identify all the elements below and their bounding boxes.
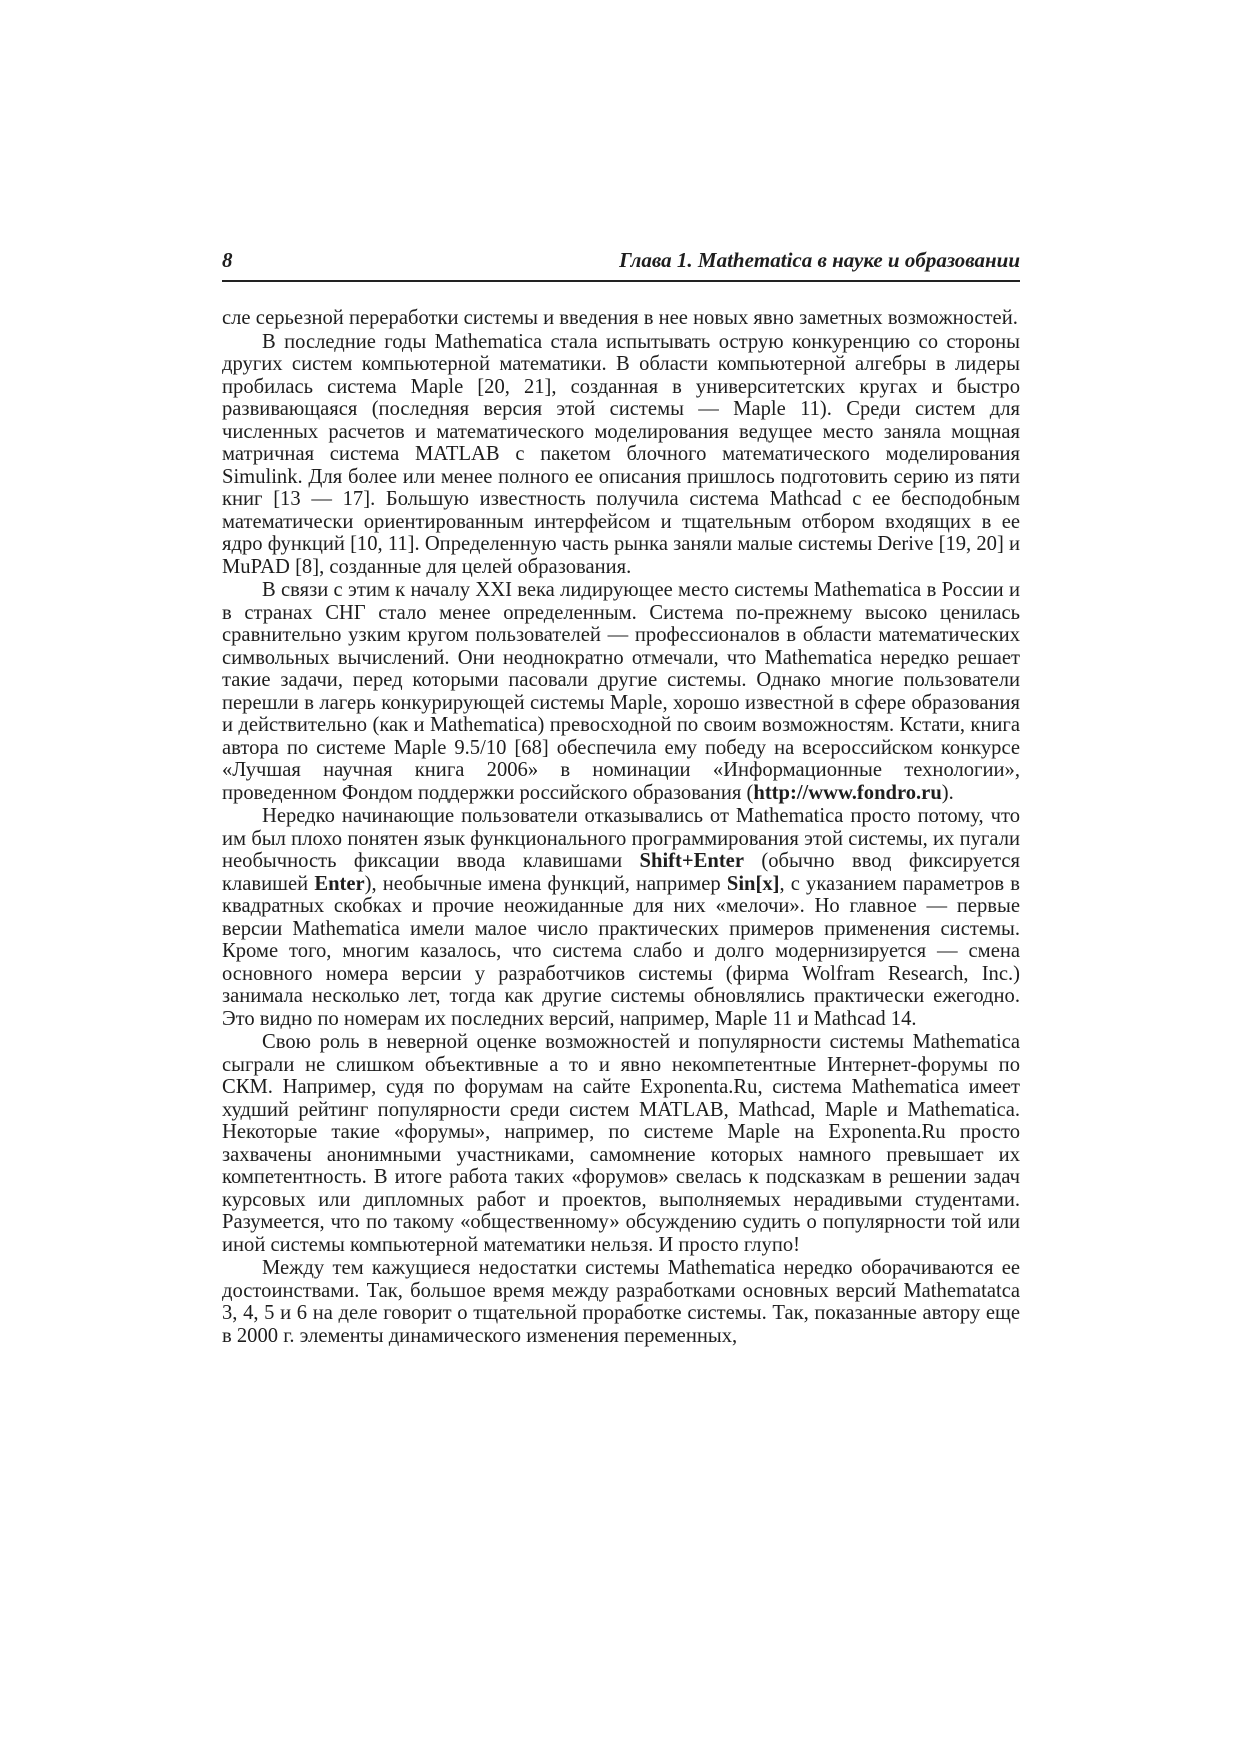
- text-body: [222, 307, 1020, 1348]
- paragraph-text: ), необычные имена функций, например: [364, 872, 727, 895]
- page-header: [222, 248, 1020, 282]
- page-number: 8: [222, 248, 233, 272]
- paragraph-text: (обычно ввод фиксируется клавишей: [222, 850, 1020, 895]
- key-enter: Enter: [314, 872, 365, 895]
- paragraph: В последние годы Mathematica стала испытывать острую конкуренцию со стороны других систем компьютерной математики. В области компьютерной алгебры в лидеры пробилась система Maple [20, 21], созданная в университетских кругах и быстро развивающаяся (последняя версия этой системы — Maple 11). Среди систем для численных расчетов и математического моделирования ведущее место заняла мощная матричная система MATLAB с пакетом блочного математического моделирования Simulink. Для более или менее полного ее описания пришлось подготовить серию из пяти книг [13 — 17]. Большую известность получила система Mathcad с ее бесподобным математически ориентированным интерфейсом и тщательным отбором входящих в ее ядро функций [10, 11]. Определенную часть рынка заняли малые системы Derive [19, 20] и MuPAD [8], созданные для целей образования.: [222, 330, 1020, 578]
- paragraph: Между тем кажущиеся недостатки системы Mathematica нередко оборачиваются ее достоинствами. Так, большое время между разработками основных версий Mathematatca 3, 4, 5 и 6 на деле говорит о тщательной проработке системы. Так, показанные автору еще в 2000 г. элементы динамического изменения переменных,: [222, 1257, 1020, 1347]
- paragraph: [222, 805, 1020, 1030]
- url-link: http://www.fondro.ru: [753, 781, 942, 804]
- key-combo: Shift+Enter: [639, 850, 744, 872]
- paragraph-text: В связи с этим к началу XXI века лидирующее место системы Mathematica в России и в странах СНГ стало менее определенным. Система по-прежнему высоко ценилась сравнительно узким кругом пользователей — профессионалов в области математических символьных вычислений. Они неоднократно отмечали, что Mathematica нередко решает такие задачи, перед которыми пасовали другие системы. Однако многие пользователи перешли в лагерь конкурирующей системы Maple, хорошо известной в сфере образования и действительно (как и Mathematica) превосходной по своим возможностям. Кстати, книга автора по системе Maple 9.5/10 [68] обеспечила ему победу на всероссийском конкурсе «Лучшая научная книга 2006» в номинации «Информационные технологии», проведенном Фондом поддержки российского образования (: [222, 579, 1020, 804]
- running-title: Глава 1. Mathematica в науке и образовании: [619, 248, 1020, 272]
- paragraph-text: Нередко начинающие пользователи отказывались от Mathematica просто потому, что им был плохо понятен язык функционального программирования этой системы, их пугали необычность фиксации ввода клавишами: [222, 805, 1020, 872]
- paragraph-text: , с указанием параметров в квадратных скобках и прочие неожиданные для них «мелочи». Но главное — первые версии Mathematica имели малое число практических примеров применения системы. Кроме того, многим казалось, что система слабо и долго модернизируется — смена основного номера версии у разработчиков системы (фирма Wolfram Research, Inc.) занимала несколько лет, тогда как другие системы обновлялись практически ежегодно. Это видно по номерам их последних версий, например, Maple 11 и Mathcad 14.: [222, 872, 1021, 1030]
- paragraph: Свою роль в неверной оценке возможностей и популярности системы Mathematica сыграли не слишком объективные а то и явно некомпетентные Интернет-форумы по СКМ. Например, судя по форумам на сайте Exponenta.Ru, система Mathematica имеет худший рейтинг популярности среди систем MATLAB, Mathcad, Maple и Mathematica. Некоторые такие «форумы», например, по системе Maple на Exponenta.Ru просто захвачены анонимными участниками, самомнение которых намного превышает их компетентность. В итоге работа таких «форумов» свелась к подсказкам в решении задач курсовых или дипломных работ и проектов, выполняемых нерадивыми студентами. Разумеется, что по такому «общественному» обсуждению судить о популярности той или иной системы компьютерной математики нельзя. И просто глупо!: [222, 1031, 1020, 1256]
- paragraph-text: ).: [941, 781, 954, 804]
- function-example: Sin[x]: [726, 872, 780, 895]
- paragraph: [222, 579, 1020, 804]
- paragraph: сле серьезной переработки системы и введения в нее новых явно заметных возможностей.: [222, 307, 1018, 329]
